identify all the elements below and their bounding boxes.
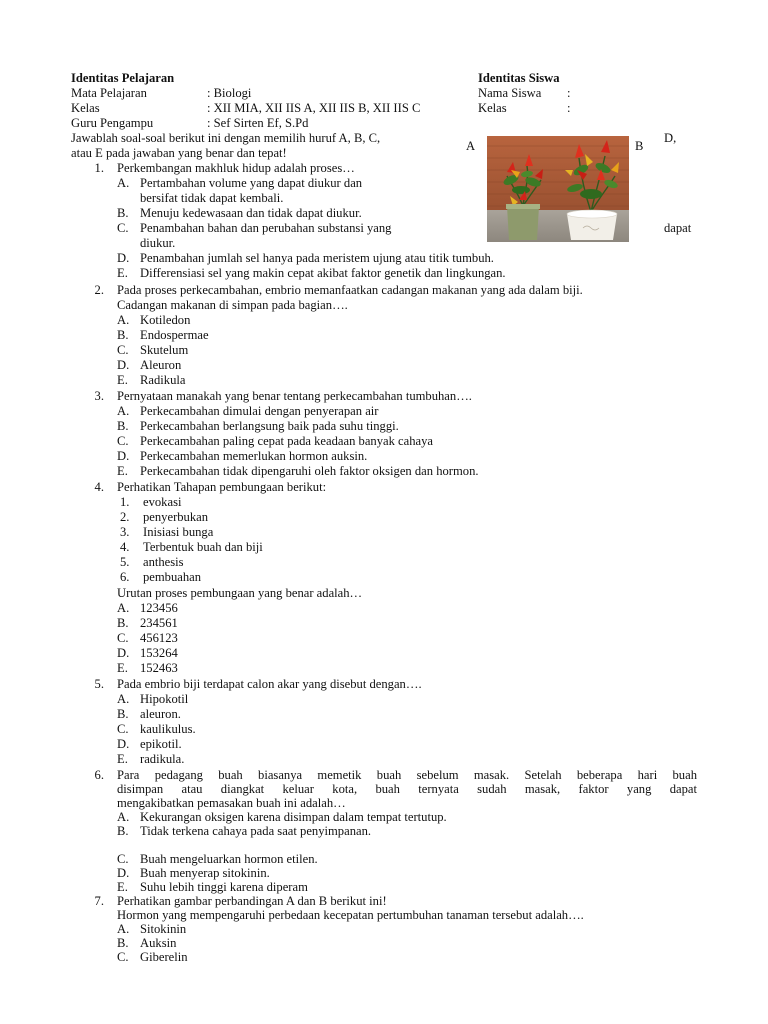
question-2-option-d-letter: D. [117, 358, 130, 372]
subject-label: Mata Pelajaran [71, 86, 147, 100]
question-4-option-e-letter: E. [117, 661, 128, 675]
stage-5-text: anthesis [143, 555, 184, 569]
question-3-option-a[interactable]: Perkecambahan dimulai dengan penyerapan air [140, 404, 379, 418]
instructions-line2: atau E pada jawaban yang benar dan tepat! [71, 146, 287, 160]
class-label: Kelas [71, 101, 100, 115]
stage-2-text: penyerbukan [143, 510, 209, 524]
question-7-option-b[interactable]: Auksin [140, 936, 177, 950]
question-4-option-e[interactable]: 152463 [140, 661, 178, 675]
question-4-option-d[interactable]: 153264 [140, 646, 178, 660]
student-class-label: Kelas [478, 101, 507, 115]
question-2-option-b-letter: B. [117, 328, 129, 342]
question-4-stem: Perhatikan Tahapan pembungaan berikut: [117, 480, 327, 494]
question-1-option-a-letter: A. [117, 176, 130, 190]
question-6-option-b[interactable]: Tidak terkena cahaya pada saat penyimpanan. [140, 824, 372, 838]
question-5-option-a[interactable]: Hipokotil [140, 692, 189, 706]
question-2-option-a-letter: A. [117, 313, 130, 327]
question-3-stem: Pernyataan manakah yang benar tentang perkecambahan tumbuhan…. [117, 389, 472, 403]
stage-6-text: pembuahan [143, 570, 202, 584]
question-1-option-b[interactable]: Menuju kedewasaan dan tidak dapat diukur. [140, 206, 362, 220]
question-5-option-d[interactable]: epikotil. [140, 737, 182, 751]
question-3-number: 3. [94, 389, 104, 403]
question-6-option-d[interactable]: Buah menyerap sitokinin. [140, 866, 270, 880]
question-5-option-c-letter: C. [117, 722, 129, 736]
question-4-option-a[interactable]: 123456 [140, 601, 178, 615]
question-3-option-c-letter: C. [117, 434, 129, 448]
student-name-value: : [567, 86, 571, 100]
question-5-option-e-letter: E. [117, 752, 128, 766]
student-identity-title: Identitas Siswa [478, 71, 560, 85]
teacher-label: Guru Pengampu [71, 116, 154, 130]
question-1-option-e[interactable]: Differensiasi sel yang makin cepat akibat faktor genetik dan lingkungan. [140, 266, 506, 280]
question-2-option-d[interactable]: Aleuron [140, 358, 182, 372]
question-1-option-e-letter: E. [117, 266, 128, 280]
stage-2-number: 2. [120, 510, 130, 524]
question-7-stem: Perhatikan gambar perbandingan A dan B berikut ini! [117, 894, 387, 908]
question-5-option-e[interactable]: radikula. [140, 752, 185, 766]
question-2-option-c[interactable]: Skutelum [140, 343, 189, 357]
stage-1-text: evokasi [143, 495, 182, 509]
question-7-stem-2: Hormon yang mempengaruhi perbedaan kecepatan pertumbuhan tanaman tersebut adalah…. [117, 908, 584, 922]
question-1-option-c-letter: C. [117, 221, 129, 235]
stage-4-number: 4. [120, 540, 130, 554]
question-2-number: 2. [94, 283, 104, 297]
question-5-number: 5. [94, 677, 104, 691]
subject-value: : Biologi [207, 86, 252, 100]
question-2-option-a[interactable]: Kotiledon [140, 313, 191, 327]
subject-identity-title: Identitas Pelajaran [71, 71, 175, 85]
potted-plants-photo [487, 136, 629, 242]
student-class-value: : [567, 101, 571, 115]
question-6-option-e-letter: E. [117, 880, 128, 894]
student-name-label: Nama Siswa [478, 86, 542, 100]
question-6-stem-line-1: Para pedagang buah biasanya memetik buah sebelum masak. Setelah beberapa hari buah [117, 768, 697, 782]
question-3-option-d-letter: D. [117, 449, 130, 463]
question-4-number: 4. [94, 480, 104, 494]
question-3-option-c[interactable]: Perkecambahan paling cepat pada keadaan banyak cahaya [140, 434, 433, 448]
question-7-option-c[interactable]: Giberelin [140, 950, 188, 964]
question-1-number: 1. [94, 161, 104, 175]
question-7-option-c-letter: C. [117, 950, 129, 964]
question-4-option-b-letter: B. [117, 616, 129, 630]
question-4-option-a-letter: A. [117, 601, 130, 615]
question-4-option-d-letter: D. [117, 646, 130, 660]
figure-label-b: B [635, 139, 644, 153]
question-6-stem-line-3: mengakibatkan pemasakan buah ini adalah… [117, 796, 346, 810]
question-3-option-b[interactable]: Perkecambahan berlangsung baik pada suhu tinggi. [140, 419, 399, 433]
question-4-stem-2: Urutan proses pembungaan yang benar adalah… [117, 586, 363, 600]
question-2-option-c-letter: C. [117, 343, 129, 357]
question-3-option-e-letter: E. [117, 464, 128, 478]
stage-4-text: Terbentuk buah dan biji [143, 540, 263, 554]
question-5-option-a-letter: A. [117, 692, 130, 706]
question-2-stem-2: Cadangan makanan di simpan pada bagian…. [117, 298, 348, 312]
question-5-stem: Pada embrio biji terdapat calon akar yang disebut dengan…. [117, 677, 422, 691]
question-6-option-a[interactable]: Kekurangan oksigen karena disimpan dalam tempat tertutup. [140, 810, 447, 824]
question-2-option-b[interactable]: Endospermae [140, 328, 209, 342]
question-1-option-d[interactable]: Penambahan jumlah sel hanya pada meristem ujung atau titik tumbuh. [140, 251, 494, 265]
question-4-option-c-letter: C. [117, 631, 129, 645]
question-1-option-c-cont: diukur. [140, 236, 176, 250]
instructions-line1: Jawablah soal-soal berikut ini dengan memilih huruf A, B, C, [71, 131, 381, 145]
question-7-option-a-letter: A. [117, 922, 130, 936]
question-6-option-c[interactable]: Buah mengeluarkan hormon etilen. [140, 852, 318, 866]
question-3-option-e[interactable]: Perkecambahan tidak dipengaruhi oleh faktor oksigen dan hormon. [140, 464, 479, 478]
question-6-option-d-letter: D. [117, 866, 130, 880]
instructions-line1-tail: D, [664, 131, 677, 145]
question-7-option-b-letter: B. [117, 936, 129, 950]
question-6-number: 6. [94, 768, 104, 782]
question-5-option-c[interactable]: kaulikulus. [140, 722, 196, 736]
question-3-option-d[interactable]: Perkecambahan memerlukan hormon auksin. [140, 449, 368, 463]
question-1-option-c[interactable]: Penambahan bahan dan perubahan substansi yang [140, 221, 392, 235]
question-4-option-c[interactable]: 456123 [140, 631, 178, 645]
stage-1-number: 1. [120, 495, 130, 509]
question-1-option-a-cont: bersifat tidak dapat kembali. [140, 191, 284, 205]
question-1-stem: Perkembangan makhluk hidup adalah proses… [117, 161, 355, 175]
teacher-value: : Sef Sirten Ef, S.Pd [207, 116, 309, 130]
question-2-option-e-letter: E. [117, 373, 128, 387]
question-4-option-b[interactable]: 234561 [140, 616, 178, 630]
stage-3-number: 3. [120, 525, 130, 539]
question-5-option-b[interactable]: aleuron. [140, 707, 181, 721]
question-6-option-e[interactable]: Suhu lebih tinggi karena diperam [140, 880, 308, 894]
stage-5-number: 5. [120, 555, 130, 569]
question-1-option-c-tail: dapat [664, 221, 692, 235]
question-2-stem: Pada proses perkecambahan, embrio memanfaatkan cadangan makanan yang ada dalam biji. [117, 283, 583, 297]
question-5-option-d-letter: D. [117, 737, 130, 751]
question-7-option-a[interactable]: Sitokinin [140, 922, 187, 936]
question-5-option-b-letter: B. [117, 707, 129, 721]
question-6-option-c-letter: C. [117, 852, 129, 866]
question-6-option-a-letter: A. [117, 810, 130, 824]
stage-6-number: 6. [120, 570, 130, 584]
question-1-option-b-letter: B. [117, 206, 129, 220]
question-1-option-d-letter: D. [117, 251, 130, 265]
question-2-option-e[interactable]: Radikula [140, 373, 186, 387]
stage-3-text: Inisiasi bunga [143, 525, 214, 539]
question-6-stem-line-2: disimpan atau diangkat keluar kota, buah ternyata sudah masak, faktor yang dapat [117, 782, 697, 796]
question-7-number: 7. [94, 894, 104, 908]
question-1-option-a[interactable]: Pertambahan volume yang dapat diukur dan [140, 176, 363, 190]
question-6-option-b-letter: B. [117, 824, 129, 838]
class-value: : XII MIA, XII IIS A, XII IIS B, XII IIS C [207, 101, 421, 115]
question-3-option-b-letter: B. [117, 419, 129, 433]
figure-label-a: A [466, 139, 476, 153]
question-3-option-a-letter: A. [117, 404, 130, 418]
